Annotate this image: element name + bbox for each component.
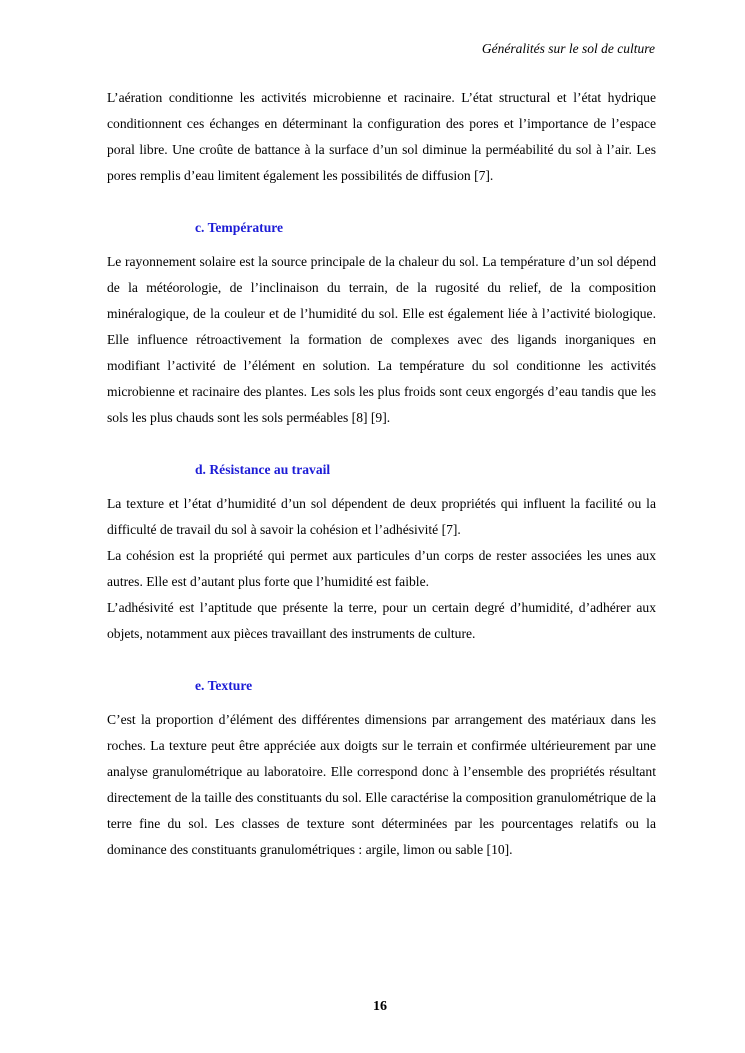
page-number: 16 — [373, 999, 387, 1014]
resistance-paragraph-3: L’adhésivité est l’aptitude que présente la terre, pour un certain degré d’humidité, d’adhérer aux objets, notamment aux pièces travaillant des instruments de culture. — [107, 600, 656, 641]
texture-paragraph: C’est la proportion d’élément des différentes dimensions par arrangement des matériaux dans les roches. La texture peut être appréciée aux doigts sur le terrain et confirmée ultérieurement par une analyse granulométrique au laboratoire. Elle correspond donc à l’ensemble des propriétés résultant directement de la taille des constituants du sol. Elle caractérise la composition granulométrique de la terre fine du sol. Les classes de texture sont déterminées par les pourcentages relatifs ou la dominance des constituants granulométriques : argile, limon ou sable [10]. — [107, 712, 656, 857]
section-heading-temperature: c. Température — [195, 220, 284, 235]
section-heading-resistance: d. Résistance au travail — [195, 462, 331, 477]
resistance-paragraph-1: La texture et l’état d’humidité d’un sol dépendent de deux propriétés qui influent la facilité ou la difficulté de travail du sol à savoir la cohésion et l’adhésivité [7]. — [107, 496, 656, 537]
section-heading-texture: e. Texture — [195, 678, 253, 693]
resistance-paragraph-2: La cohésion est la propriété qui permet aux particules d’un corps de rester associées les unes aux autres. Elle est d’autant plus forte que l’humidité est faible. — [107, 548, 656, 589]
temperature-paragraph: Le rayonnement solaire est la source principale de la chaleur du sol. La température d’un sol dépend de la météorologie, de l’inclinaison du terrain, de la rugosité du relief, de la composition minéralogique, de la couleur et de l’humidité du sol. Elle est également liée à l’activité biologique. Elle influence rétroactivement la formation de complexes avec des ligands inorganiques en modifiant l’activité de l’élément en solution. La température du sol conditionne les activités microbienne et racinaire des plantes. Les sols les plus froids sont ceux engorgés d’eau tandis que les sols les plus chauds sont les sols perméables [8] [9]. — [107, 254, 656, 425]
running-header: Généralités sur le sol de culture — [481, 41, 655, 56]
page-body — [107, 85, 656, 863]
intro-paragraph: L’aération conditionne les activités microbienne et racinaire. L’état structural et l’état hydrique conditionnent ces échanges en déterminant la configuration des pores et l’importance de l’espace poral libre. Une croûte de battance à la surface d’un sol diminue la perméabilité du sol à l’air. Les pores remplis d’eau limitent également les possibilités de diffusion [7]. — [107, 90, 656, 183]
